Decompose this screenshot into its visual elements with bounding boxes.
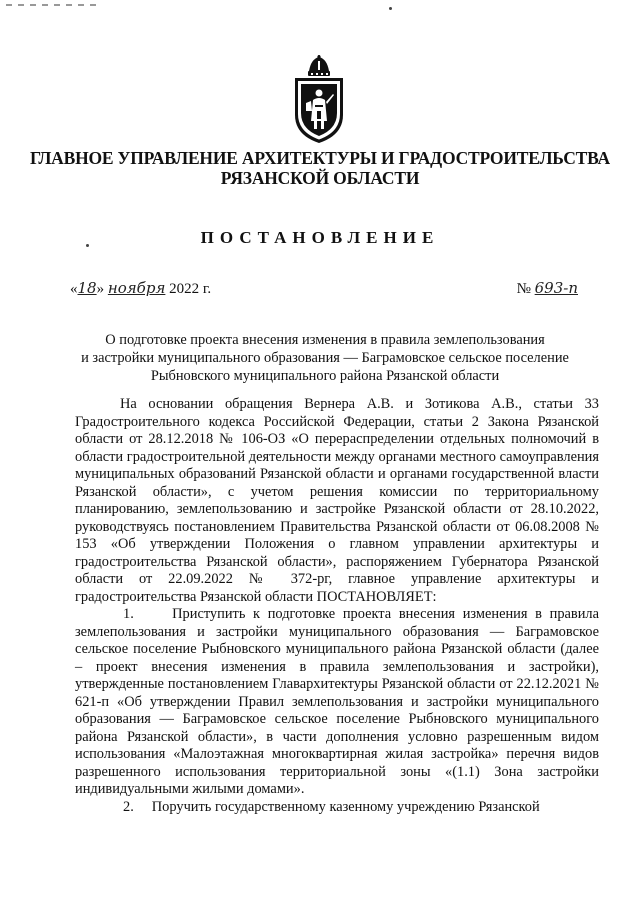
document-type-heading: ПОСТАНОВЛЕНИЕ — [200, 228, 440, 247]
scan-dot — [389, 7, 392, 10]
scan-artifact — [6, 4, 96, 6]
date-month: ноября — [107, 279, 166, 297]
coat-of-arms-icon — [289, 55, 349, 147]
subject-line-1: О подготовке проекта внесения изменения в правила землепользования — [105, 332, 545, 348]
subject-line-2: и застройки муниципального образования — Баграмовское сельское поселение — [81, 350, 569, 366]
document-body — [75, 396, 599, 816]
organization-title-line-2: РЯЗАНСКОЙ ОБЛАСТИ — [220, 168, 420, 188]
list-item: 2. Поручить государственному казенному учреждению Рязанской — [123, 798, 540, 815]
number-value: 693-п — [534, 279, 578, 297]
date-day: 18 — [77, 279, 97, 297]
list-item: 1. Приступить к подготовке проекта внесения изменения в правила землепользования и застройки муниципального образования — Баграмовское сельское поселение Рыбновского муниципального района Рязанской области (далее – проект внесения изменения в правила землепользования и застройки), утвержденные постановлением Главархитектуры Рязанской области от 22.12.2021 № 621-п «Об утверждении Правил землепользования и застройки муниципального образования — Баграмовское сельское поселение Рыбновского муниципального района Рязанской области», в части дополнения условно разрешенным видом использования «Малоэтажная многоквартирная жилая застройка» перечня видов разрешенного использования территориальной зоны «(1.1) Зона застройки индивидуальными жилыми домами». — [75, 606, 599, 797]
number-prefix: № — [516, 281, 531, 297]
document-subject — [60, 331, 590, 385]
date-year: 2022 г. — [169, 281, 212, 297]
organization-title-line-1: ГЛАВНОЕ УПРАВЛЕНИЕ АРХИТЕКТУРЫ И ГРАДОСТРОИТЕЛЬСТВА — [30, 148, 610, 168]
subject-line-3: Рыбновского муниципального района Рязанской области — [150, 368, 500, 384]
organization-title — [0, 148, 640, 188]
date-close-quote: » — [96, 281, 105, 297]
date-open-quote: « — [70, 281, 78, 297]
document-date — [70, 279, 211, 298]
document-number — [517, 279, 578, 298]
preamble-paragraph: На основании обращения Вернера А.В. и Зотикова А.В., статьи 33 Градостроительного кодекса Российской Федерации, статьи 2 Закона Рязанской области от 28.12.2018 № 106-ОЗ «О перераспределении отдельных полномочий в области градостроительной деятельности между органами местного самоуправления муниципальных образований Рязанской области и органами государственной власти Рязанской области», с учетом решения комиссии по территориальному планированию, землепользованию и застройке Рязанской области от 28.10.2022, руководствуясь постановлением Правительства Рязанской области от 06.08.2008 № 153 «Об утверждении Положения о главном управлении архитектуры и градостроительства Рязанской области», распоряжением Губернатора Рязанской области от 22.09.2022 № 372-рг, главное управление архитектуры и градостроительства Рязанской области ПОСТАНОВЛЯЕТ: — [75, 396, 599, 605]
